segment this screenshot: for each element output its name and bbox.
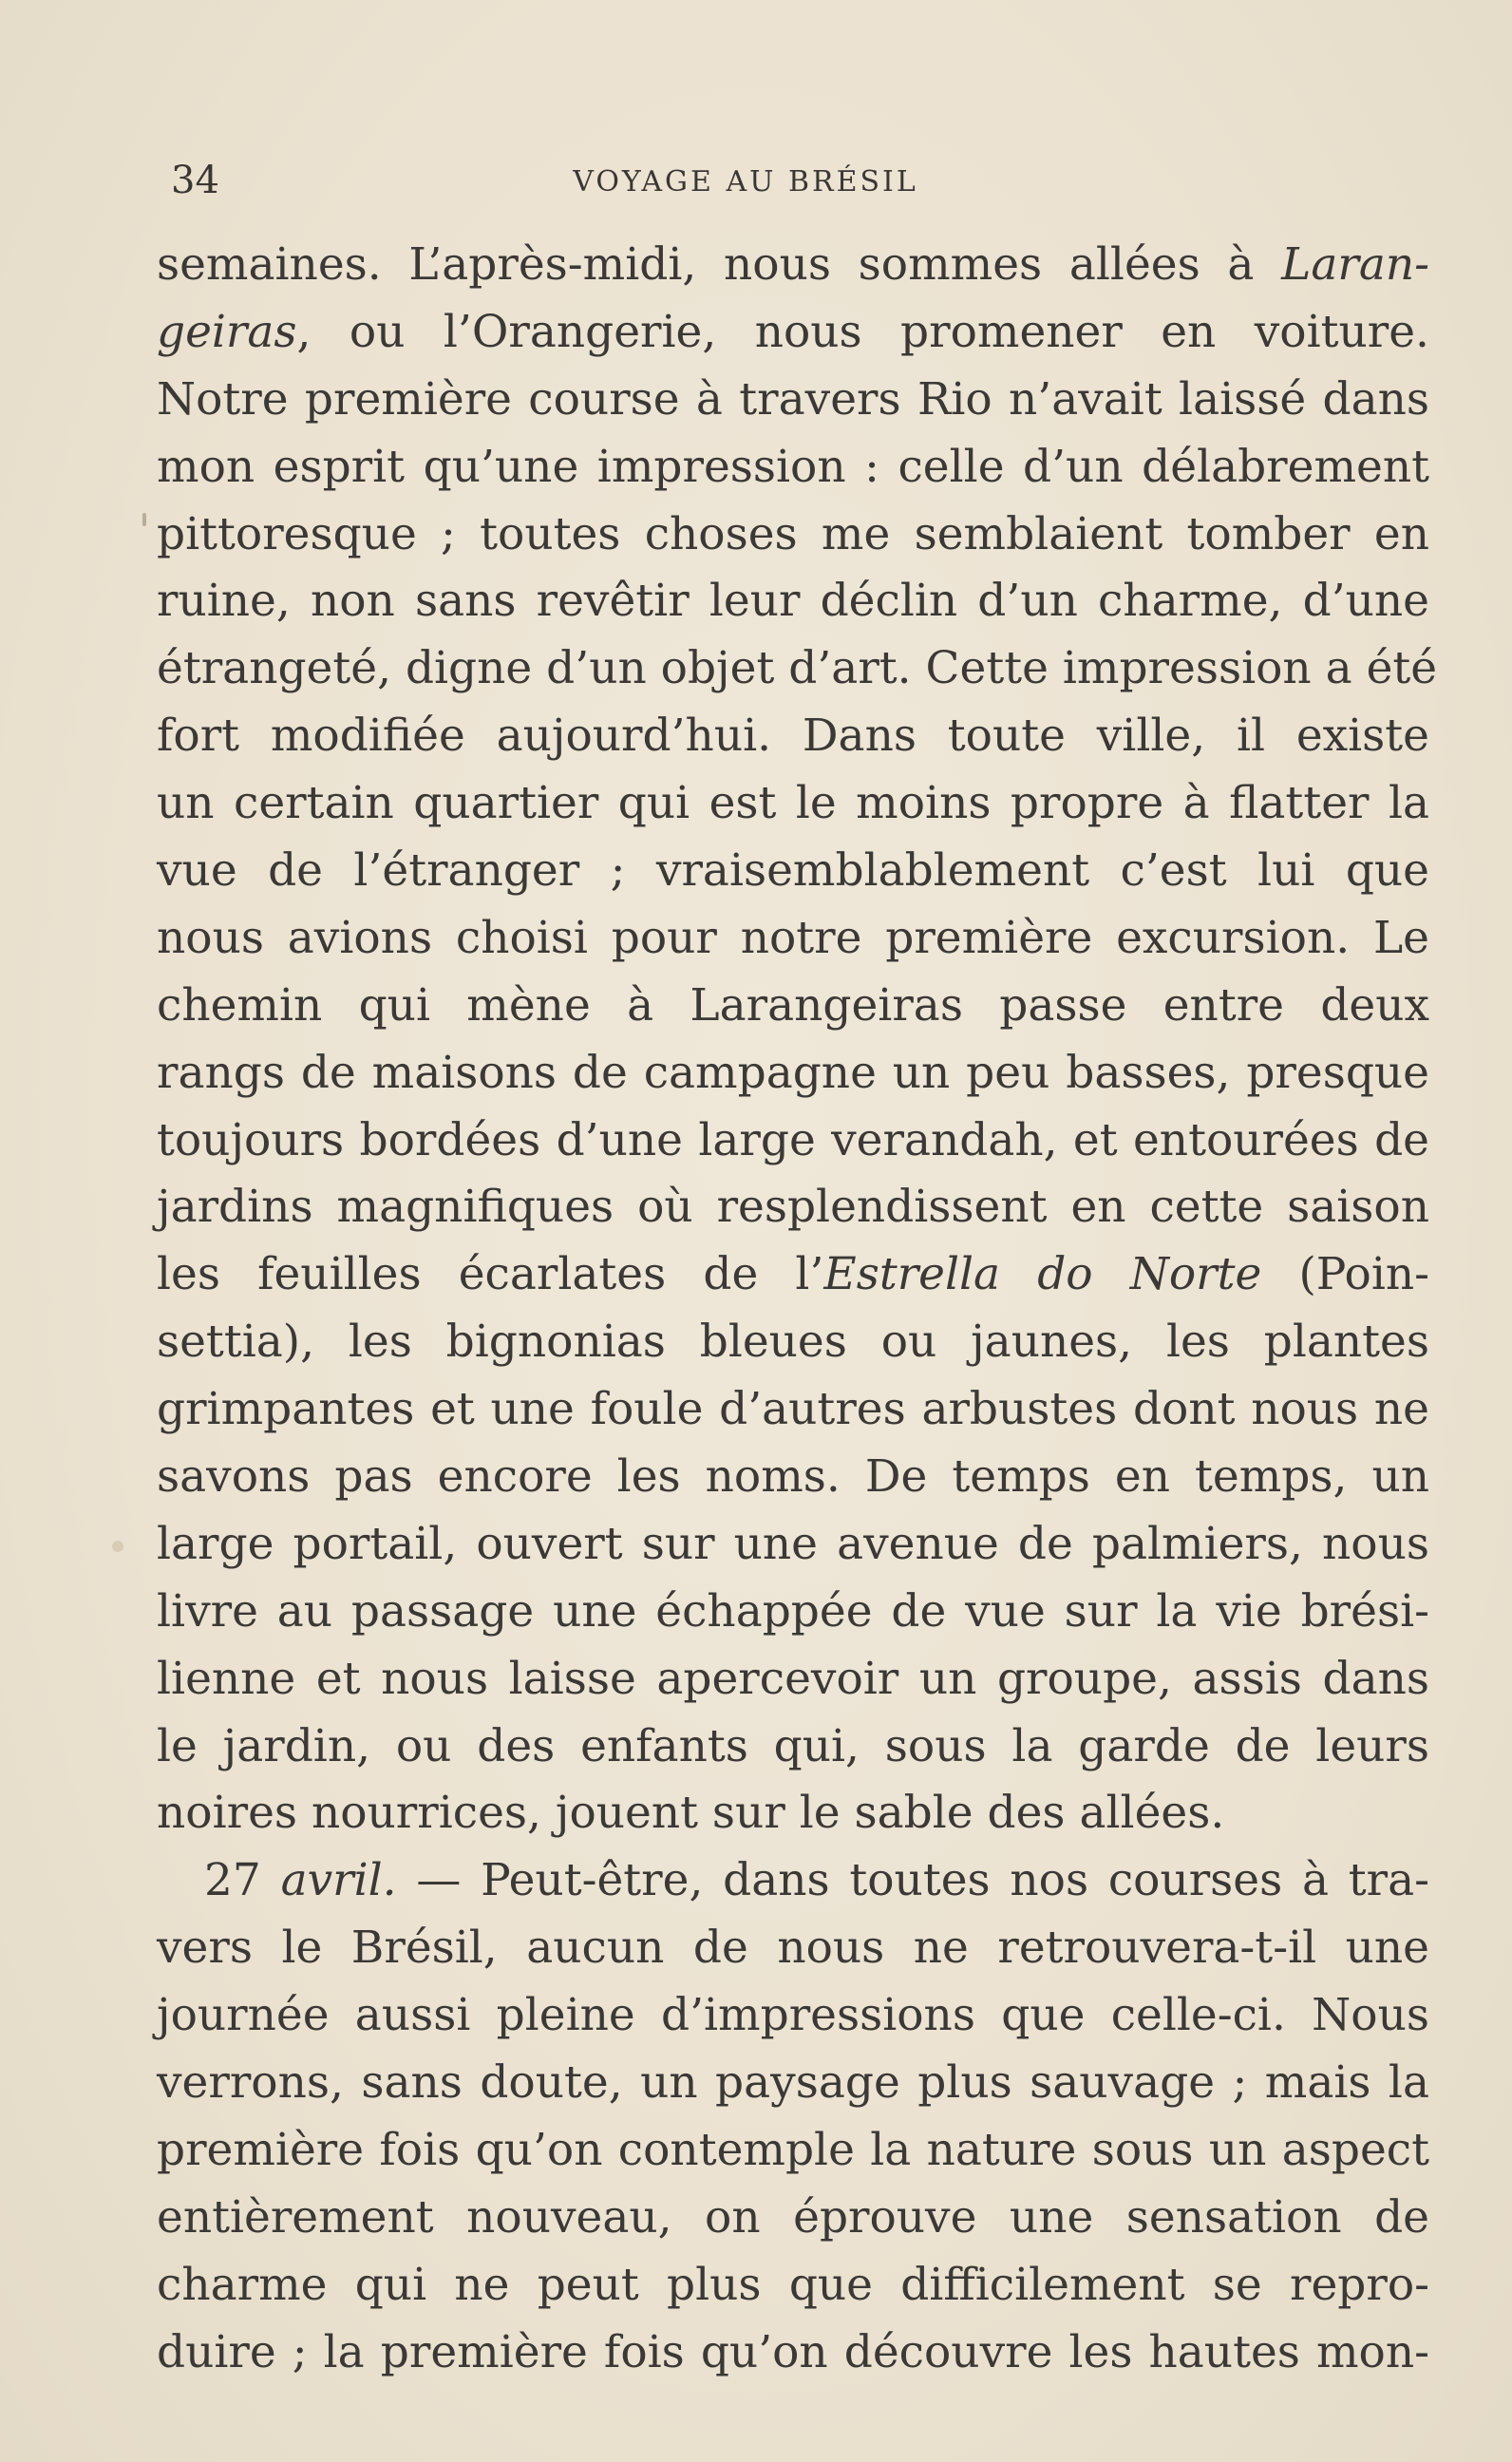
text-line: duire ; la première fois qu’on découvre les hautes mon- bbox=[157, 2325, 1429, 2378]
italic-place-name: Laran- bbox=[1281, 238, 1429, 291]
text-line: le jardin, ou des enfants qui, sous la garde de leurs bbox=[157, 1719, 1429, 1772]
text-line: vue de l’étranger ; vraisemblablement c’est lui que bbox=[157, 844, 1429, 898]
text-line: grimpantes et une foule d’autres arbustes dont nous ne bbox=[157, 1383, 1429, 1436]
text-line: toujours bordées d’une large verandah, et entourées de bbox=[157, 1113, 1429, 1166]
text-line: première fois qu’on contemple la nature sous un aspect bbox=[157, 2123, 1429, 2176]
text-line: geiras, ou l’Orangerie, nous promener en voiture. bbox=[157, 305, 1429, 358]
text-line: ruine, non sans revêtir leur déclin d’un charme, d’une bbox=[157, 575, 1429, 628]
book-title: VOYAGE AU BRÉSIL bbox=[573, 165, 918, 199]
text-line: chemin qui mène à Larangeiras passe entre deux bbox=[157, 978, 1429, 1032]
text-line: large portail, ouvert sur une avenue de palmiers, nous bbox=[157, 1517, 1429, 1570]
running-head bbox=[161, 152, 1425, 209]
page-number: 34 bbox=[171, 159, 219, 202]
text-line: pittoresque ; toutes choses me semblaient tomber en bbox=[157, 507, 1429, 560]
paper-speck bbox=[142, 513, 146, 526]
text-line: vers le Brésil, aucun de nous ne retrouvera-t-il une bbox=[157, 1922, 1429, 1975]
text-line: mon esprit qu’une impression : celle d’un délabrement bbox=[157, 440, 1429, 493]
text-line: les feuilles écarlates de l’Estrella do Norte (Poin- bbox=[157, 1248, 1429, 1301]
text-line: jardins magnifiques où resplendissent en cette saison bbox=[157, 1181, 1429, 1234]
italic-date: avril. bbox=[280, 1854, 397, 1907]
text-line: un certain quartier qui est le moins propre à flatter la bbox=[157, 777, 1429, 830]
text-line: lienne et nous laisse apercevoir un groupe, assis dans bbox=[157, 1652, 1429, 1705]
text-line: journée aussi pleine d’impressions que celle-ci. Nous bbox=[157, 1989, 1429, 2042]
paper-speck bbox=[112, 1541, 123, 1552]
text-line: entièrement nouveau, on éprouve une sensation de bbox=[157, 2190, 1429, 2244]
text-line: étrangeté, digne d’un objet d’art. Cette impression a été bbox=[157, 642, 1438, 695]
text-line: rangs de maisons de campagne un peu basses, presque bbox=[157, 1046, 1429, 1099]
text-line-dated-entry: 27 avril. — Peut-être, dans toutes nos courses à tra- bbox=[204, 1854, 1429, 1907]
text-line: noires nourrices, jouent sur le sable des allées. bbox=[157, 1787, 1225, 1840]
text-line: verrons, sans doute, un paysage plus sauvage ; mais la bbox=[157, 2056, 1429, 2110]
italic-plant-name: Estrella do Norte bbox=[823, 1248, 1262, 1301]
text-line: charme qui ne peut plus que difficilement se repro- bbox=[157, 2258, 1429, 2311]
body-text bbox=[157, 232, 1438, 2387]
text-line: savons pas encore les noms. De temps en temps, un bbox=[157, 1450, 1429, 1504]
text-line: settia), les bignonias bleues ou jaunes, les plantes bbox=[157, 1316, 1429, 1369]
text-line: Notre première course à travers Rio n’avait laissé dans bbox=[157, 372, 1429, 426]
text-line: livre au passage une échappée de vue sur la vie brési- bbox=[157, 1584, 1429, 1638]
text-line: nous avions choisi pour notre première excursion. Le bbox=[157, 911, 1429, 964]
text-line: semaines. L’après-midi, nous sommes allées à Laran- bbox=[157, 238, 1429, 291]
italic-place-name-cont: geiras bbox=[157, 305, 297, 358]
text-line: fort modifiée aujourd’hui. Dans toute ville, il existe bbox=[157, 710, 1429, 763]
